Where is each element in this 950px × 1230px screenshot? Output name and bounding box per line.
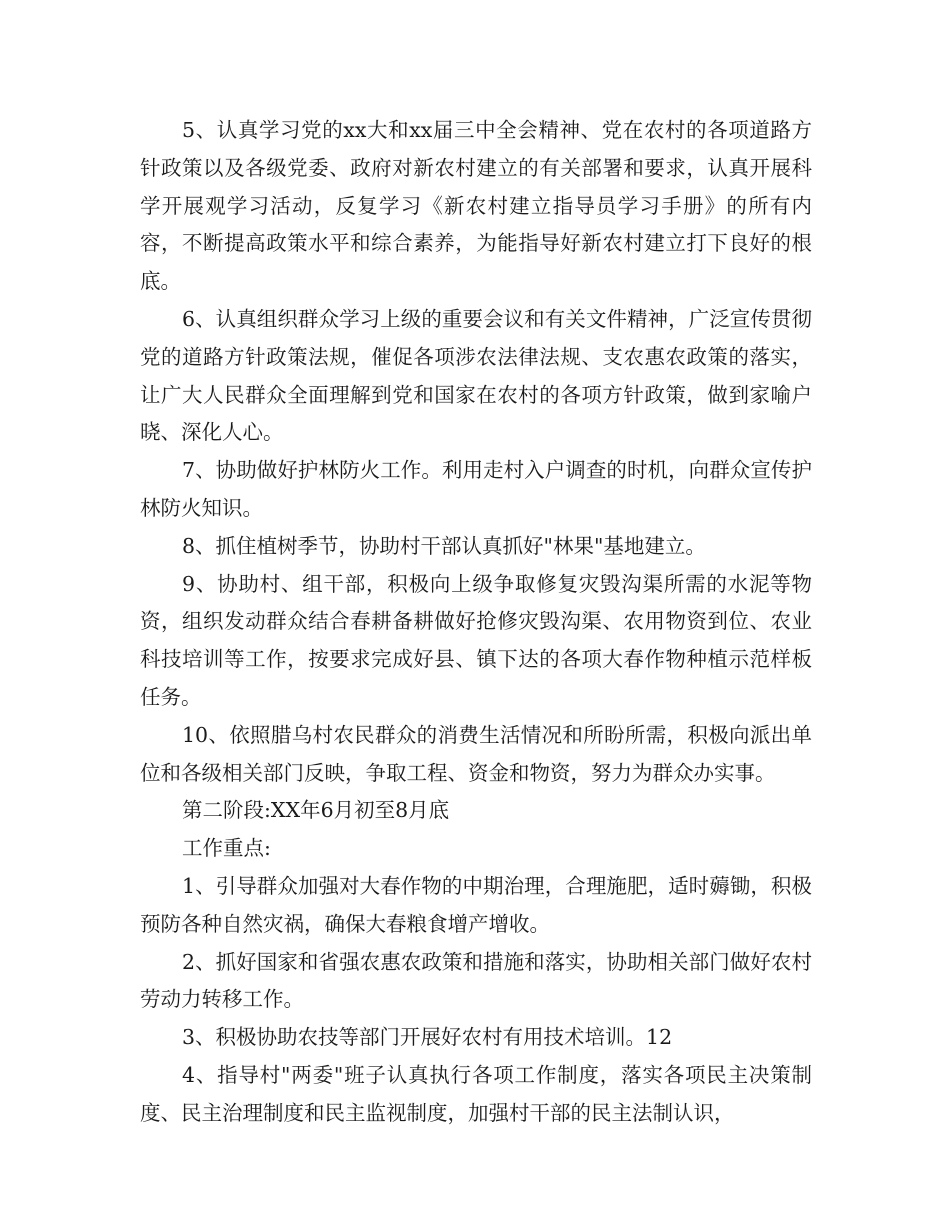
paragraph-item-8: 8、抓住植树季节，协助村干部认真抓好"林果"基地建立。	[182, 533, 706, 558]
focus-heading: 工作重点:	[182, 836, 271, 861]
document-page	[140, 112, 812, 1133]
paragraph-stage2-item-2: 2、抓好国家和省强农惠农政策和措施和落实，协助相关部门做好农村劳动力转移工作。	[140, 949, 812, 1012]
paragraph-stage2-item-3: 3、积极协助农技等部门开展好农村有用技术培训。12	[182, 1025, 673, 1050]
stage-heading: 第二阶段:XX年6月初至8月底	[182, 798, 450, 823]
paragraph-item-10: 10、依照腊乌村农民群众的消费生活情况和所盼所需，积极向派出单位和各级相关部门反映，争取工程、资金和物资，努力为群众办实事。	[140, 722, 812, 785]
paragraph-item-5: 5、认真学习党的xx大和xx届三中全会精神、党在农村的各项道路方针政策以及各级党委、政府对新农村建立的有关部署和要求，认真开展科学开展观学习活动，反复学习《新农村建立指导员学习手册》的所有内容，不断提高政策水平和综合素养，为能指导好新农村建立打下良好的根底。	[140, 118, 812, 294]
paragraph-stage2-item-4: 4、指导村"两委"班子认真执行各项工作制度，落实各项民主决策制度、民主治理制度和民主监视制度，加强村干部的民主法制认识，	[140, 1062, 812, 1125]
paragraph-item-9: 9、协助村、组干部，积极向上级争取修复灾毁沟渠所需的水泥等物资，组织发动群众结合春耕备耕做好抢修灾毁沟渠、农用物资到位、农业科技培训等工作，按要求完成好县、镇下达的各项大春作物种植示范样板任务。	[140, 571, 812, 709]
paragraph-stage2-item-1: 1、引导群众加强对大春作物的中期治理，合理施肥，适时薅锄，积极预防各种自然灾祸，确保大春粮食增产增收。	[140, 873, 812, 936]
paragraph-item-7: 7、协助做好护林防火工作。利用走村入户调查的时机，向群众宣传护林防火知识。	[140, 458, 812, 520]
paragraph-item-6: 6、认真组织群众学习上级的重要会议和有关文件精神，广泛宣传贯彻党的道路方针政策法规，催促各项涉农法律法规、支农惠农政策的落实，让广大人民群众全面理解到党和国家在农村的各项方针政策，做到家喻户晓、深化人心。	[140, 306, 812, 445]
